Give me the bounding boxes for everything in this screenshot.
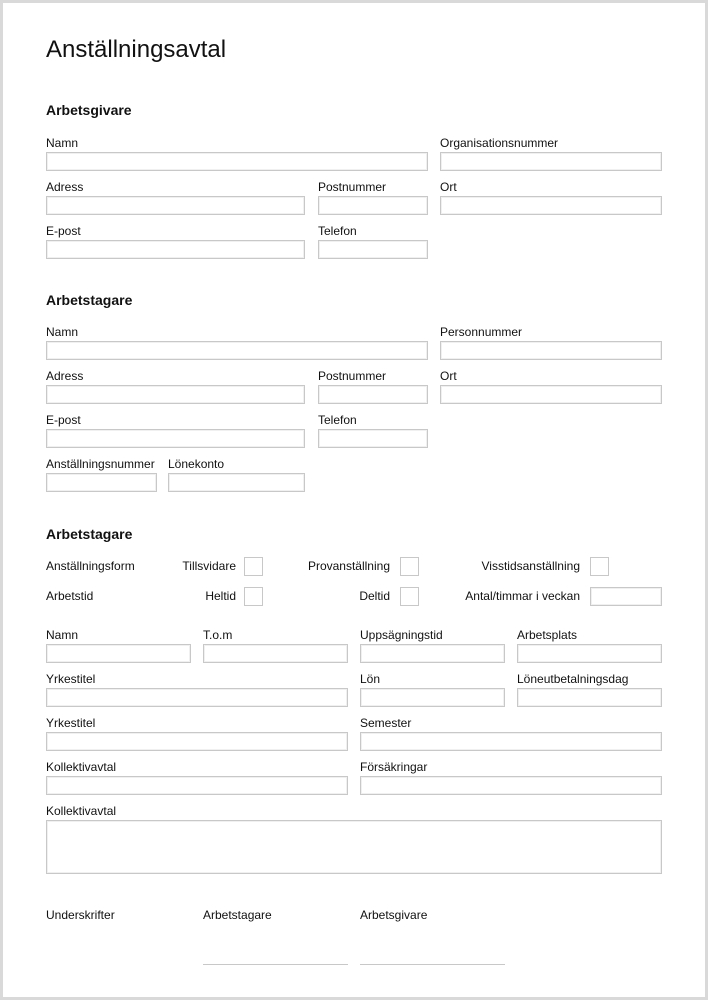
employment-form-label: Anställningsform: [46, 559, 135, 573]
section-employer-heading: Arbetsgivare: [46, 102, 132, 118]
signature-employer-label: Arbetsgivare: [360, 908, 428, 922]
option-provanstallning-label: Provanställning: [307, 559, 390, 573]
heltid-checkbox[interactable]: [244, 587, 263, 606]
employer-address-label: Adress: [46, 180, 84, 194]
employee-address-input[interactable]: [46, 385, 305, 404]
collective-agreement-textarea[interactable]: [46, 820, 662, 874]
insurance-label: Försäkringar: [360, 760, 428, 774]
visstidsanstallning-checkbox[interactable]: [590, 557, 609, 576]
employer-city-label: Ort: [440, 180, 457, 194]
employer-orgnr-input[interactable]: [440, 152, 662, 171]
signature-employee-label: Arbetstagare: [203, 908, 272, 922]
employee-city-label: Ort: [440, 369, 457, 383]
terms-name-input[interactable]: [46, 644, 191, 663]
employer-email-input[interactable]: [46, 240, 305, 259]
employee-email-label: E-post: [46, 413, 81, 427]
vacation-input[interactable]: [360, 732, 662, 751]
employer-postnr-input[interactable]: [318, 196, 428, 215]
employee-empnr-input[interactable]: [46, 473, 157, 492]
working-hours-label: Arbetstid: [46, 589, 94, 603]
employee-phone-label: Telefon: [318, 413, 357, 427]
option-tillsvidare-label: Tillsvidare: [182, 559, 236, 573]
employer-phone-label: Telefon: [318, 224, 357, 238]
terms-name-label: Namn: [46, 628, 79, 642]
page-title: Anställningsavtal: [46, 36, 227, 63]
employer-name-label: Namn: [46, 136, 79, 150]
employer-phone-input[interactable]: [318, 240, 428, 259]
job-title-label: Yrkestitel: [46, 672, 96, 686]
employee-personnr-label: Personnummer: [440, 325, 523, 339]
workplace-input[interactable]: [517, 644, 662, 663]
collective-agreement-input[interactable]: [46, 776, 348, 795]
notice-period-input[interactable]: [360, 644, 505, 663]
signature-employee-line[interactable]: [203, 964, 348, 965]
employer-address-input[interactable]: [46, 196, 305, 215]
employee-postnr-input[interactable]: [318, 385, 428, 404]
employee-name-label: Namn: [46, 325, 79, 339]
option-visstid-label: Visstidsanställning: [481, 559, 580, 573]
option-heltid-label: Heltid: [205, 589, 236, 603]
signature-employer-line[interactable]: [360, 964, 505, 965]
employee-city-input[interactable]: [440, 385, 662, 404]
employee-empnr-label: Anställningsnummer: [46, 457, 155, 471]
employee-account-input[interactable]: [168, 473, 305, 492]
employee-name-input[interactable]: [46, 341, 428, 360]
payday-label: Löneutbetalningsdag: [517, 672, 629, 686]
hours-per-week-input[interactable]: [590, 587, 662, 606]
vacation-label: Semester: [360, 716, 412, 730]
collective-agreement-label: Kollektivavtal: [46, 760, 117, 774]
tom-input[interactable]: [203, 644, 348, 663]
tom-label: T.o.m: [203, 628, 233, 642]
employer-postnr-label: Postnummer: [318, 180, 387, 194]
employee-postnr-label: Postnummer: [318, 369, 387, 383]
employee-personnr-input[interactable]: [440, 341, 662, 360]
employee-address-label: Adress: [46, 369, 84, 383]
hours-per-week-label: Antal/timmar i veckan: [465, 589, 580, 603]
signatures-label: Underskrifter: [46, 908, 115, 922]
payday-input[interactable]: [517, 688, 662, 707]
job-title-2-label: Yrkestitel: [46, 716, 96, 730]
employee-phone-input[interactable]: [318, 429, 428, 448]
employee-email-input[interactable]: [46, 429, 305, 448]
deltid-checkbox[interactable]: [400, 587, 419, 606]
job-title-input[interactable]: [46, 688, 348, 707]
option-deltid-label: Deltid: [359, 589, 390, 603]
employee-account-label: Lönekonto: [168, 457, 225, 471]
section-employee-heading: Arbetstagare: [46, 292, 133, 308]
provanstallning-checkbox[interactable]: [400, 557, 419, 576]
notice-period-label: Uppsägningstid: [360, 628, 443, 642]
collective-agreement-2-label: Kollektivavtal: [46, 804, 117, 818]
employer-orgnr-label: Organisationsnummer: [440, 136, 559, 150]
employer-email-label: E-post: [46, 224, 81, 238]
employer-name-input[interactable]: [46, 152, 428, 171]
tillsvidare-checkbox[interactable]: [244, 557, 263, 576]
salary-input[interactable]: [360, 688, 505, 707]
salary-label: Lön: [360, 672, 381, 686]
job-title-2-input[interactable]: [46, 732, 348, 751]
section-terms-heading: Arbetstagare: [46, 526, 133, 542]
workplace-label: Arbetsplats: [517, 628, 578, 642]
insurance-input[interactable]: [360, 776, 662, 795]
employer-city-input[interactable]: [440, 196, 662, 215]
